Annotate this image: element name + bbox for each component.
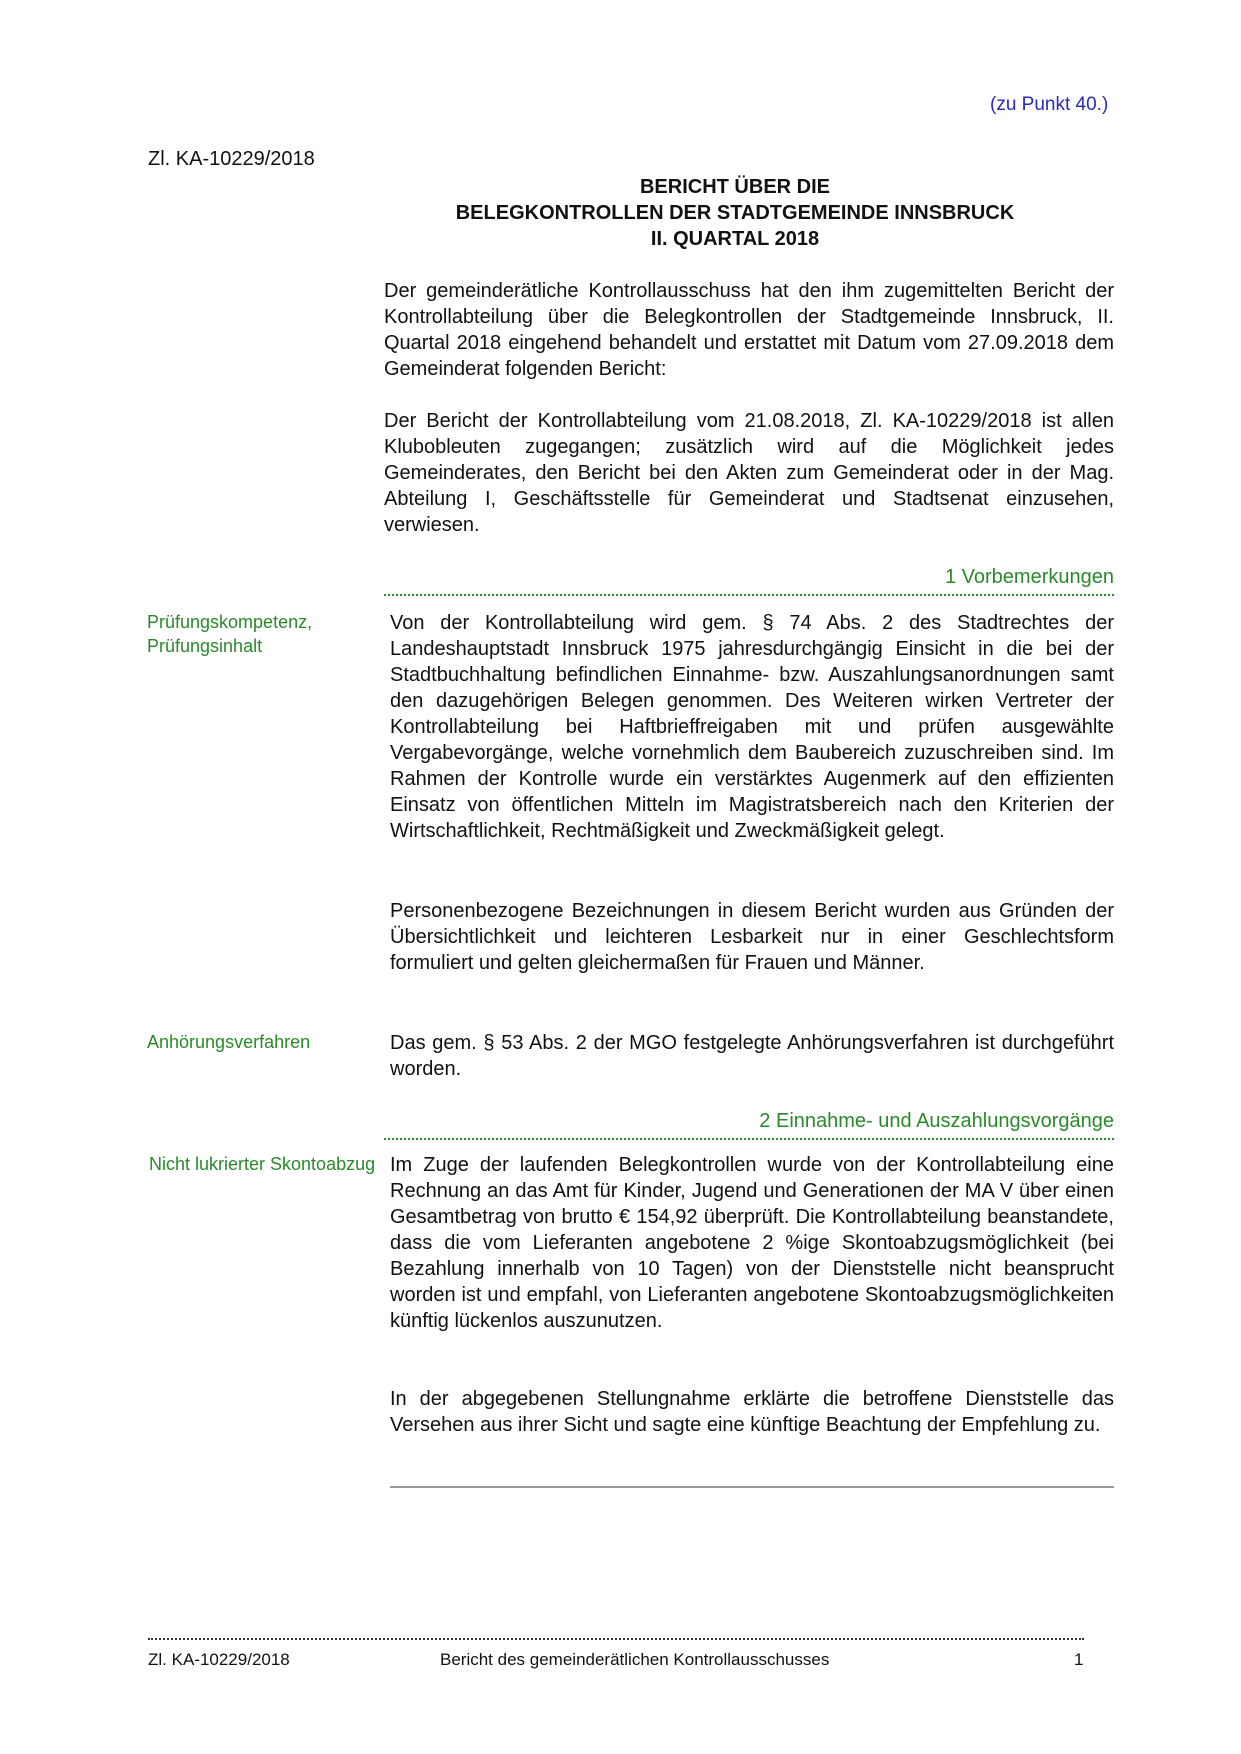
file-number: Zl. KA-10229/2018 <box>148 148 315 170</box>
section-1-paragraph-3: Das gem. § 53 Abs. 2 der MGO festgelegte Anhörungsverfahren ist durchgeführt worden. <box>390 1032 1114 1080</box>
section-1-heading: 1 Vorbemerkungen <box>944 566 1114 588</box>
intro-paragraph-2: Der Bericht der Kontrollabteilung vom 21.08.2018, Zl. KA-10229/2018 ist allen Klubobleuten zugegangen; zusätzlich wird auf die Möglichkeit jedes Gemeinderates, den Bericht bei den Akten zum Gemeinderat oder in der Mag. Abteilung I, Geschäftsstelle für Gemeinderat und Stadtsenat einzusehen, verwiesen. <box>384 410 1114 536</box>
report-title <box>385 174 1085 252</box>
footer-file-number: Zl. KA-10229/2018 <box>148 1650 290 1669</box>
footer-divider <box>148 1638 1084 1640</box>
title-line-3: II. QUARTAL 2018 <box>650 228 820 250</box>
section-1-paragraph-1: Von der Kontrollabteilung wird gem. § 74 Abs. 2 des Stadtrechtes der Landeshauptstadt Innsbruck 1975 jahresdurchgängig Einsicht in die bei der Stadtbuchhaltung befindlichen Einnahme- bzw. Auszahlungsanordnungen samt den dazugehörigen Belegen genommen. Des Weiteren wirken Vertreter der Kontrollabteilung bei Haftbrieffreigaben mit und prüfen ausgewählte Vergabevorgänge, welche vornehmlich dem Baubereich zuzuschreiben sind. Im Rahmen der Kontrolle wurde ein verstärktes Augenmerk auf den effizienten Einsatz von öffentlichen Mitteln im Magistratsbereich nach den Kriterien der Wirtschaftlichkeit, Rechtmäßigkeit und Zweckmäßigkeit gelegt. <box>390 612 1114 842</box>
reference-note: (zu Punkt 40.) <box>990 94 1109 115</box>
footer-title: Bericht des gemeinderätlichen Kontrollausschusses <box>440 1650 830 1669</box>
section-2-heading: 2 Einnahme- und Auszahlungsvorgänge <box>759 1110 1114 1132</box>
section-1-divider <box>384 594 1114 596</box>
margin-note-anhoerungsverfahren: Anhörungsverfahren <box>147 1032 311 1052</box>
section-2-paragraph-1: Im Zuge der laufenden Belegkontrollen wurde von der Kontrollabteilung eine Rechnung an das Amt für Kinder, Jugend und Generationen der MA V über einen Gesamtbetrag von brutto € 154,92 überprüft. Die Kontrollabteilung beanstandete, dass die vom Lieferanten angebotene 2 %ige Skontoabzugsmöglichkeit (bei Bezahlung innerhalb von 10 Tagen) von der Dienststelle nicht beansprucht worden ist und empfahl, von Lieferanten angebotene Skontoabzugsmöglichkeiten künftig lückenlos auszunutzen. <box>390 1154 1114 1332</box>
end-divider <box>390 1486 1114 1488</box>
page-number: 1 <box>1074 1650 1084 1669</box>
title-line-1: BERICHT ÜBER DIE <box>639 176 830 198</box>
margin-note-skontoabzug: Nicht lukrierter Skontoabzug <box>149 1154 376 1174</box>
section-1-paragraph-2: Personenbezogene Bezeichnungen in diesem Bericht wurden aus Gründen der Übersichtlichkeit und leichteren Lesbarkeit nur in einer Geschlechtsform formuliert und gelten gleichermaßen für Frauen und Männer. <box>390 900 1114 974</box>
intro-paragraph-1: Der gemeinderätliche Kontrollausschuss hat den ihm zugemittelten Bericht der Kontrollabteilung über die Belegkontrollen der Stadtgemeinde Innsbruck, II. Quartal 2018 eingehend behandelt und erstattet mit Datum vom 27.09.2018 dem Gemeinderat folgenden Bericht: <box>384 280 1114 380</box>
margin-note-pruefungskompetenz: Prüfungskompetenz, Prüfungsinhalt <box>147 612 313 656</box>
section-2-divider <box>384 1138 1114 1140</box>
section-2-paragraph-2: In der abgegebenen Stellungnahme erklärte die betroffene Dienststelle das Versehen aus ihrer Sicht und sagte eine künftige Beachtung der Empfehlung zu. <box>390 1388 1114 1436</box>
title-line-2: BELEGKONTROLLEN DER STADTGEMEINDE INNSBRUCK <box>455 202 1015 224</box>
